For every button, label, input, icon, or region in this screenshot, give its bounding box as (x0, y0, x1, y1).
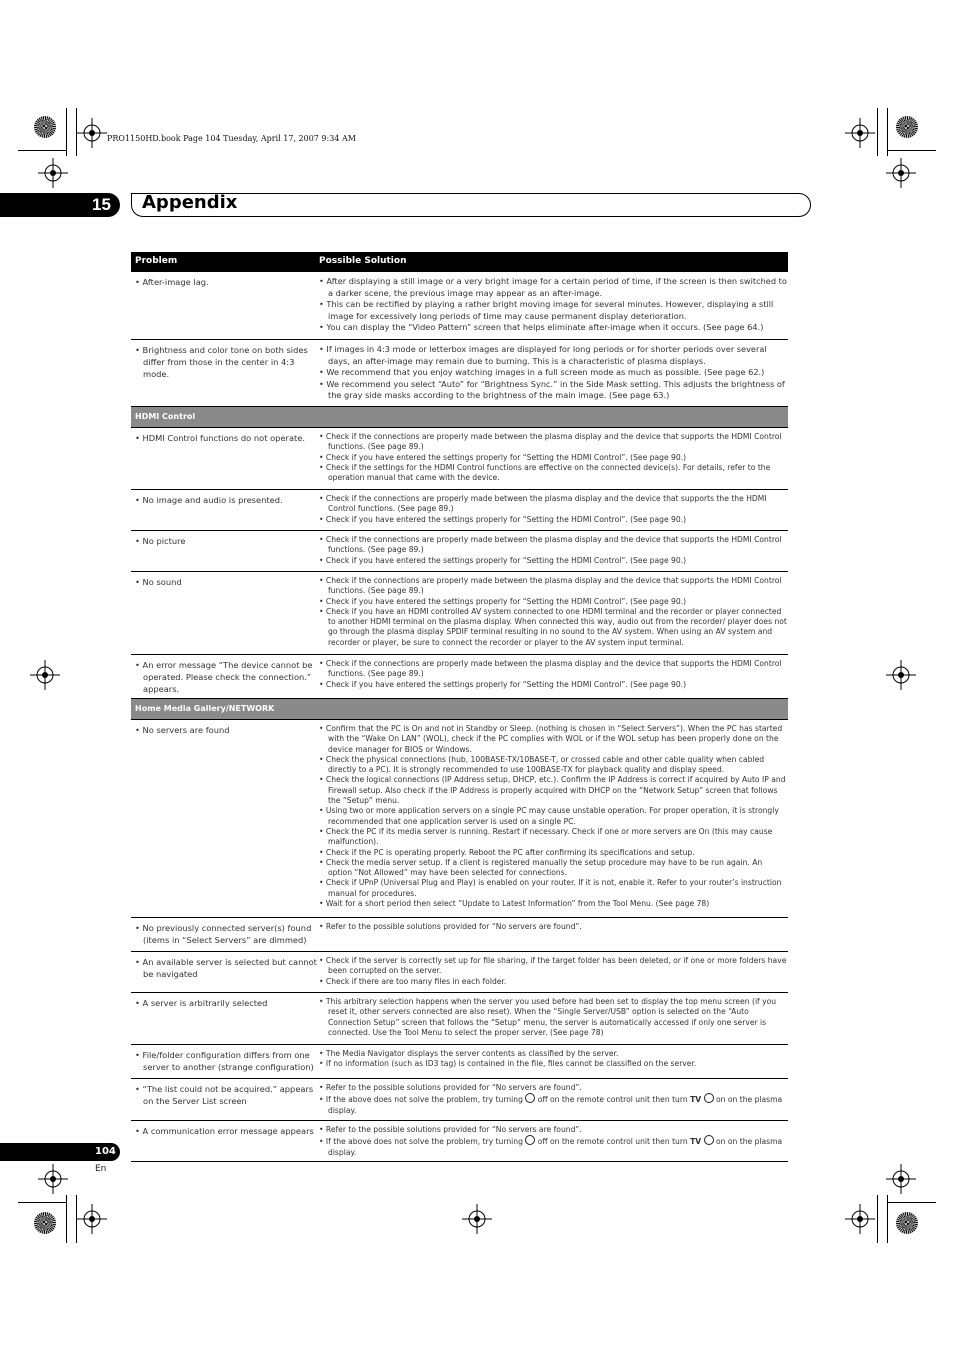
table-row (131, 1079, 788, 1121)
registration-mark-icon (845, 118, 875, 148)
tv-label: TV (690, 1095, 702, 1105)
registration-mark-icon (462, 1204, 492, 1234)
solution-item: • Check if the connections are properly made between the plasma display and the device that supports the the HDMI Control functions. (See page 89.) (319, 494, 767, 514)
solution-cell (319, 997, 787, 1038)
solution-item (319, 1093, 787, 1116)
solution-item: • Refer to the possible solutions provided for “No servers are found”. (319, 922, 582, 931)
solution-item: • Refer to the possible solutions provided for “No servers are found”. (319, 1083, 582, 1092)
problem-cell: • File/folder configuration differs from one server to another (strange configuration) (135, 1050, 314, 1072)
solution-item: • This arbitrary selection happens when the server you used before had been set to display the top menu screen (if you reset it, other servers connected are also reset). When the “Single Server/USB” option is selected on the “Auto Connection Setup” screen that follows the “Setup” menu, the server is automatically accessed if only one server is connected. Use the Tool Menu to select the proper server. (See page 78) (319, 997, 777, 1037)
solution-item: • Check if you have entered the settings properly for “Setting the HDMI Control”. (See page 90.) (319, 679, 687, 689)
registration-mark-icon (38, 1164, 68, 1194)
table-row (131, 720, 788, 918)
solution-cell (319, 922, 787, 932)
table-row (131, 918, 788, 952)
solution-text: • If the above does not solve the problem, try turning (319, 1137, 526, 1147)
registration-mark-icon (886, 660, 916, 690)
color-bar-dial-icon (34, 116, 56, 138)
solution-item: • Check if you have entered the settings properly for “Setting the HDMI Control”. (See page 90.) (319, 596, 687, 606)
solution-item: • Check if you have entered the settings properly for “Setting the HDMI Control”. (See page 90.) (319, 555, 687, 565)
problem-cell: • No picture (135, 536, 186, 546)
problem-cell: • No previously connected server(s) found (items in “Select Servers” are dimmed) (135, 923, 312, 945)
solution-cell (319, 659, 787, 690)
solution-cell (319, 494, 787, 525)
tv-label: TV (690, 1137, 702, 1147)
solution-item: • Check if the connections are properly made between the plasma display and the device that supports the HDMI Control functions. (See page 89.) (319, 432, 782, 452)
color-bar-dial-icon (896, 116, 918, 138)
solution-item: • We recommend that you enjoy watching images in a full screen mode as much as possible. (See page 62.) (319, 367, 765, 377)
table-row (131, 531, 788, 572)
solution-item: • The Media Navigator displays the server contents as classified by the server. (319, 1049, 619, 1058)
solution-item: • After displaying a still image or a very bright image for a certain period of time, if the screen is then switched to a darker scene, the previous image may appear as an after-image. (319, 276, 787, 298)
power-icon (704, 1135, 714, 1145)
solution-item: • If images in 4:3 mode or letterbox images are displayed for long periods or for shorter periods over several days, an after-image may remain due to burning. This is a characteristic of plasma displays. (319, 344, 767, 366)
solution-text: off on the remote control unit then turn (535, 1095, 691, 1105)
solution-item: • Check if the connections are properly made between the plasma display and the device that supports the HDMI Control functions. (See page 89.) (319, 576, 782, 596)
section-header-hdmi (131, 407, 788, 428)
solution-cell (319, 344, 787, 402)
problem-cell: • No sound (135, 577, 182, 587)
table-row (131, 1121, 788, 1162)
registration-mark-icon (77, 1204, 107, 1234)
table-row (131, 1045, 788, 1079)
solution-text: off on the remote control unit then turn (535, 1137, 691, 1147)
section-title: Home Media Gallery/NETWORK (135, 704, 275, 713)
solution-cell (319, 724, 787, 909)
solution-item: • Check the physical connections (hub, 100BASE-TX/10BASE-T, or crossed cable and other cable quality when cabled directly to a PC). It is strongly recommended to use 100BASE-TX for playback quality and display speed. (319, 754, 765, 775)
table-row (131, 340, 788, 407)
table-row (131, 272, 788, 340)
solution-text: • If the above does not solve the problem, try turning (319, 1095, 526, 1105)
section-header-network (131, 699, 788, 720)
solution-item: • Check if UPnP (Universal Plug and Play) is enabled on your router. If it is not, enable it. Refer to your router’s instruction manual for procedures. (319, 878, 782, 898)
solution-cell (319, 1083, 787, 1116)
problem-cell: • No servers are found (135, 725, 230, 735)
registration-mark-icon (845, 1204, 875, 1234)
table-row (131, 655, 788, 699)
solution-item: • Check if the connections are properly made between the plasma display and the device that supports the HDMI Control functions. (See page 89.) (319, 535, 782, 555)
solution-item: • If no information (such as ID3 tag) is contained in the file, files cannot be classified on the server. (319, 1059, 697, 1069)
book-header: PRO1150HD.book Page 104 Tuesday, April 17, 2007 9:34 AM (107, 134, 356, 143)
registration-mark-icon (886, 158, 916, 188)
table-row (131, 572, 788, 655)
power-icon (704, 1093, 714, 1103)
solution-cell (319, 956, 787, 987)
solution-cell (319, 535, 787, 566)
solution-item: • Check if you have entered the settings properly for “Setting the HDMI Control”. (See page 90.) (319, 514, 687, 524)
solution-cell (319, 576, 787, 648)
registration-mark-icon (38, 158, 68, 188)
column-header-solution: Possible Solution (319, 256, 407, 266)
solution-item: • This can be rectified by playing a rather bright moving image for several minutes. However, displaying a still image for excessively long periods of time may cause permanent display deterioration. (319, 299, 774, 321)
problem-cell: • HDMI Control functions do not operate. (135, 433, 306, 443)
troubleshooting-table (131, 252, 788, 1162)
registration-mark-icon (77, 118, 107, 148)
solution-item: • Using two or more application servers on a single PC may cause unstable operation. For proper operation, it is strongly recommended that one application server is used on a single PC. (319, 806, 779, 826)
solution-item: • Check if the PC is operating properly. Reboot the PC after confirming its specifications and setup. (319, 847, 695, 857)
page-number: 104 (95, 1146, 116, 1157)
section-title: HDMI Control (135, 412, 196, 421)
solution-item: • Check if the settings for the HDMI Control functions are effective on the connected device(s). For details, refer to the operation manual that came with the device. (319, 462, 771, 483)
table-row (131, 993, 788, 1045)
solution-item: • Confirm that the PC is On and not in Standby or Sleep. (nothing is chosen in “Select Servers”). When the PC has started with the “Wake On LAN” (WOL), check if the PC complies with WOL or if the WOL setup has been properly done on the device manager for BIOS or Windows. (319, 724, 783, 754)
problem-cell: • A communication error message appears (135, 1126, 314, 1136)
solution-item: • We recommend you select “Auto” for “Brightness Sync.” in the Side Mask setting. This adjusts the brightness of the gray side masks according to the brightness of the main image. (See page 63.) (319, 378, 785, 400)
problem-cell: • Brightness and color tone on both sides differ from those in the center in 4:3 mode. (135, 345, 308, 379)
solution-text: on on the plasma display. (328, 1137, 783, 1157)
chapter-number: 15 (92, 195, 111, 214)
solution-cell (319, 1125, 787, 1158)
solution-item: • Check the PC if its media server is running. Restart if necessary. Check if one or more servers are On (this may cause malfunction). (319, 826, 773, 847)
problem-cell: • An available server is selected but cannot be navigated (135, 957, 317, 979)
registration-mark-icon (886, 1164, 916, 1194)
solution-item (319, 1135, 787, 1158)
solution-item: • Check if the server is correctly set up for file sharing, if the target folder has been deleted, or if one or more folders have been corrupted on the server. (319, 956, 787, 976)
problem-cell: • No image and audio is presented. (135, 495, 283, 505)
solution-item: • Wait for a short period then select “Update to Latest Information” from the Tool Menu. (See page 78) (319, 899, 710, 909)
table-row (131, 428, 788, 490)
solution-item: • Check if the connections are properly made between the plasma display and the device that supports the HDMI Control functions. (See page 89.) (319, 659, 782, 679)
table-row (131, 490, 788, 531)
solution-item: • Check if you have entered the settings properly for “Setting the HDMI Control”. (See page 90.) (319, 452, 687, 462)
problem-cell: • An error message “The device cannot be operated. Please check the connection.” appears. (135, 660, 313, 694)
table-row (131, 952, 788, 993)
registration-mark-icon (30, 660, 60, 690)
solution-text: on on the plasma display. (328, 1095, 783, 1115)
solution-item: • Refer to the possible solutions provided for “No servers are found”. (319, 1125, 582, 1134)
problem-cell: • A server is arbitrarily selected (135, 998, 268, 1008)
power-icon (525, 1093, 535, 1103)
solution-item: • Check the media server setup. If a client is registered manually the setup procedure may have to be run again. An option “Not Allowed” may have been selected for connections. (319, 857, 763, 878)
problem-cell: • “The list could not be acquired.” appears on the Server List screen (135, 1084, 314, 1106)
chapter-title: Appendix (142, 192, 238, 213)
solution-cell (319, 1049, 787, 1070)
solution-item: • Check the logical connections (IP Address setup, DHCP, etc.). Confirm the IP Address is correct if acquired by Auto IP and Firewall setup. Also check if the IP Address is properly acquired with DHCP on the “Network Setup” screen that follows the “Setup” menu. (319, 775, 786, 806)
table-header (131, 252, 788, 272)
solution-item: • Check if there are too many files in each folder. (319, 976, 507, 986)
problem-cell: • After-image lag. (135, 277, 209, 287)
power-icon (525, 1135, 535, 1145)
solution-cell (319, 432, 787, 483)
page-language: En (95, 1164, 107, 1174)
column-header-problem: Problem (135, 256, 178, 266)
solution-item: • You can display the “Video Pattern” screen that helps eliminate after-image when it occurs. (See page 64.) (319, 322, 764, 332)
solution-item: • Check if you have an HDMI controlled AV system connected to one HDMI terminal and the recorder or player connected to another HDMI terminal on the plasma display. When connected this way, audio out from the recorder/ player does not go through the plasma display SPDIF terminal resulting in no sound to the AV system. When using an AV system and recorder or player, be sure to connect the recorder or player to the AV system input terminal. (319, 606, 787, 647)
solution-cell (319, 276, 787, 334)
color-bar-dial-icon (34, 1212, 56, 1234)
color-bar-dial-icon (896, 1212, 918, 1234)
